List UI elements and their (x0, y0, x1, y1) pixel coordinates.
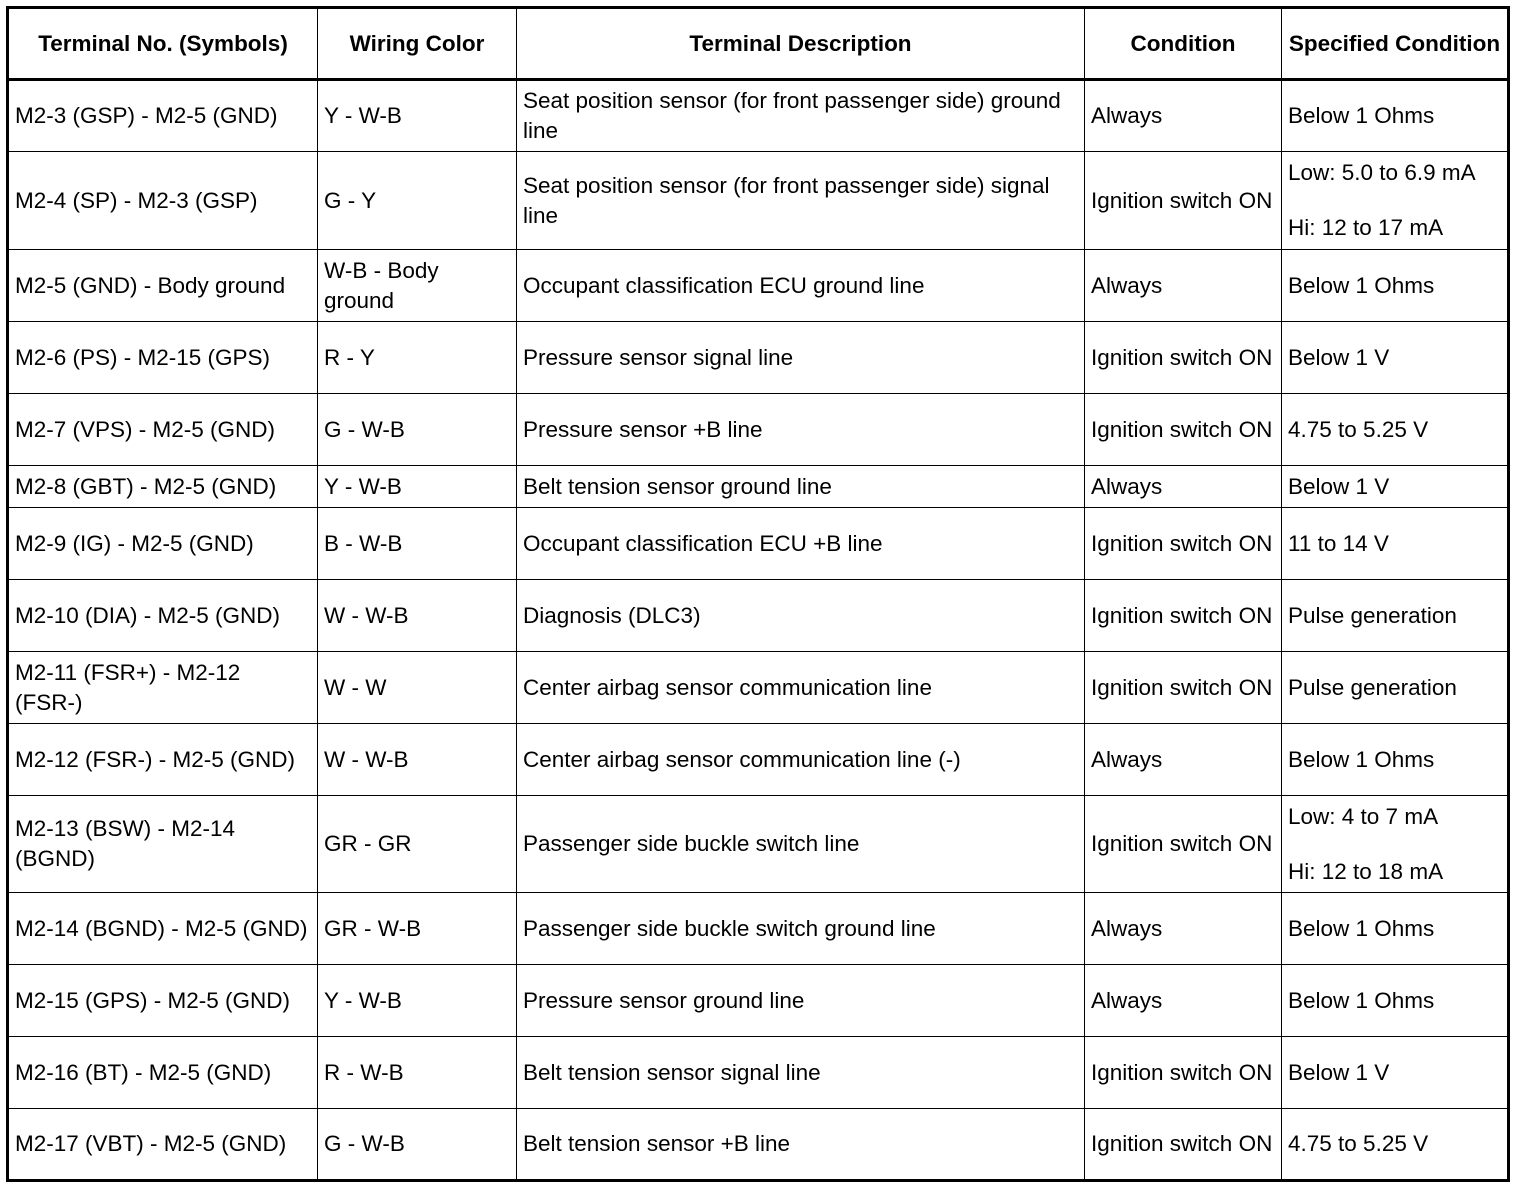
header-condition: Condition (1085, 8, 1282, 80)
cell-wiring-color: W-B - Body ground (318, 250, 517, 322)
table-row (8, 394, 1509, 466)
cell-specified-condition (1282, 580, 1509, 652)
cell-specified-condition (1282, 893, 1509, 965)
cell-wiring-color: GR - GR (318, 796, 517, 893)
cell-terminal: M2-8 (GBT) - M2-5 (GND) (8, 466, 318, 508)
cell-terminal-description: Belt tension sensor +B line (517, 1109, 1085, 1181)
cell-terminal: M2-6 (PS) - M2-15 (GPS) (8, 322, 318, 394)
cell-terminal-description: Occupant classification ECU ground line (517, 250, 1085, 322)
header-row (8, 8, 1509, 80)
cell-wiring-color: G - Y (318, 152, 517, 250)
header-terminal-description: Terminal Description (517, 8, 1085, 80)
table-row (8, 152, 1509, 250)
specified-value: Hi: 12 to 18 mA (1288, 858, 1444, 884)
cell-terminal-description: Center airbag sensor communication line (517, 652, 1085, 724)
table-row (8, 466, 1509, 508)
cell-wiring-color: GR - W-B (318, 893, 517, 965)
table-row (8, 1109, 1509, 1181)
cell-terminal-description: Pressure sensor +B line (517, 394, 1085, 466)
specified-value: Low: 5.0 to 6.9 mA (1288, 160, 1476, 185)
cell-terminal: M2-5 (GND) - Body ground (8, 250, 318, 322)
cell-wiring-color: W - W (318, 652, 517, 724)
cell-terminal-description: Diagnosis (DLC3) (517, 580, 1085, 652)
cell-wiring-color: R - W-B (318, 1037, 517, 1109)
cell-condition: Always (1085, 965, 1282, 1037)
cell-terminal-description: Belt tension sensor signal line (517, 1037, 1085, 1109)
table-row (8, 322, 1509, 394)
header-terminal: Terminal No. (Symbols) (8, 8, 318, 80)
cell-terminal-description: Passenger side buckle switch line (517, 796, 1085, 893)
cell-terminal: M2-16 (BT) - M2-5 (GND) (8, 1037, 318, 1109)
table-row (8, 580, 1509, 652)
cell-specified-condition (1282, 508, 1509, 580)
header-wiring-color: Wiring Color (318, 8, 517, 80)
cell-specified-condition (1282, 394, 1509, 466)
cell-specified-condition (1282, 250, 1509, 322)
cell-specified-condition (1282, 466, 1509, 508)
cell-terminal-description: Seat position sensor (for front passenger side) ground line (517, 80, 1085, 152)
cell-terminal-description: Pressure sensor signal line (517, 322, 1085, 394)
cell-specified-condition (1282, 152, 1509, 250)
table-row (8, 965, 1509, 1037)
table-row (8, 796, 1509, 893)
table-row (8, 250, 1509, 322)
cell-terminal-description: Pressure sensor ground line (517, 965, 1085, 1037)
specified-value: Hi: 12 to 17 mA (1288, 215, 1444, 240)
cell-specified-condition (1282, 652, 1509, 724)
cell-specified-condition (1282, 80, 1509, 152)
cell-condition: Ignition switch ON (1085, 322, 1282, 394)
cell-condition: Ignition switch ON (1085, 1109, 1282, 1181)
specified-value: Below 1 Ohms (1288, 987, 1435, 1013)
cell-wiring-color: W - W-B (318, 724, 517, 796)
cell-condition: Always (1085, 80, 1282, 152)
cell-wiring-color: G - W-B (318, 394, 517, 466)
cell-wiring-color: R - Y (318, 322, 517, 394)
specified-value: Pulse generation (1288, 674, 1457, 700)
specified-value: Pulse generation (1288, 602, 1457, 628)
cell-wiring-color: G - W-B (318, 1109, 517, 1181)
cell-terminal: M2-4 (SP) - M2-3 (GSP) (8, 152, 318, 250)
table-row (8, 652, 1509, 724)
cell-specified-condition (1282, 796, 1509, 893)
table-row (8, 893, 1509, 965)
cell-wiring-color: W - W-B (318, 580, 517, 652)
specified-value: 4.75 to 5.25 V (1288, 1131, 1429, 1156)
table-row (8, 724, 1509, 796)
specified-value: Below 1 Ohms (1288, 915, 1435, 941)
cell-wiring-color: Y - W-B (318, 466, 517, 508)
cell-terminal: M2-17 (VBT) - M2-5 (GND) (8, 1109, 318, 1181)
specified-value: Below 1 V (1288, 344, 1390, 370)
cell-terminal-description: Center airbag sensor communication line (-) (517, 724, 1085, 796)
cell-condition: Ignition switch ON (1085, 652, 1282, 724)
specified-value: 4.75 to 5.25 V (1288, 416, 1429, 442)
cell-terminal: M2-12 (FSR-) - M2-5 (GND) (8, 724, 318, 796)
cell-specified-condition (1282, 322, 1509, 394)
cell-terminal: M2-7 (VPS) - M2-5 (GND) (8, 394, 318, 466)
table-row (8, 508, 1509, 580)
table-header (8, 8, 1509, 80)
table-row (8, 80, 1509, 152)
cell-terminal: M2-9 (IG) - M2-5 (GND) (8, 508, 318, 580)
cell-terminal: M2-15 (GPS) - M2-5 (GND) (8, 965, 318, 1037)
cell-condition: Ignition switch ON (1085, 394, 1282, 466)
cell-terminal-description: Belt tension sensor ground line (517, 466, 1085, 508)
specified-value: Below 1 Ohms (1288, 272, 1435, 298)
specified-value: 11 to 14 V (1288, 530, 1389, 556)
cell-wiring-color: Y - W-B (318, 80, 517, 152)
cell-condition: Always (1085, 250, 1282, 322)
cell-wiring-color: Y - W-B (318, 965, 517, 1037)
cell-terminal: M2-13 (BSW) - M2-14 (BGND) (8, 796, 318, 893)
cell-condition: Always (1085, 724, 1282, 796)
cell-specified-condition (1282, 965, 1509, 1037)
terminal-spec-table (6, 6, 1510, 1182)
cell-terminal: M2-14 (BGND) - M2-5 (GND) (8, 893, 318, 965)
cell-condition: Ignition switch ON (1085, 1037, 1282, 1109)
cell-terminal-description: Passenger side buckle switch ground line (517, 893, 1085, 965)
cell-condition: Always (1085, 893, 1282, 965)
cell-condition: Ignition switch ON (1085, 580, 1282, 652)
cell-condition: Ignition switch ON (1085, 796, 1282, 893)
header-specified-condition: Specified Condition (1282, 8, 1509, 80)
cell-terminal-description: Occupant classification ECU +B line (517, 508, 1085, 580)
cell-wiring-color: B - W-B (318, 508, 517, 580)
cell-terminal: M2-10 (DIA) - M2-5 (GND) (8, 580, 318, 652)
cell-condition: Ignition switch ON (1085, 508, 1282, 580)
cell-specified-condition (1282, 1109, 1509, 1181)
specified-value: Low: 4 to 7 mA (1288, 803, 1439, 829)
cell-specified-condition (1282, 724, 1509, 796)
table-row (8, 1037, 1509, 1109)
specified-value: Below 1 V (1288, 1059, 1390, 1085)
cell-terminal: M2-3 (GSP) - M2-5 (GND) (8, 80, 318, 152)
cell-specified-condition (1282, 1037, 1509, 1109)
table-body (8, 80, 1509, 1181)
cell-terminal-description: Seat position sensor (for front passenger side) signal line (517, 152, 1085, 250)
specified-value: Below 1 Ohms (1288, 746, 1435, 772)
specified-value: Below 1 V (1288, 473, 1390, 499)
cell-terminal: M2-11 (FSR+) - M2-12 (FSR-) (8, 652, 318, 724)
specified-value: Below 1 Ohms (1288, 103, 1435, 128)
cell-condition: Ignition switch ON (1085, 152, 1282, 250)
cell-condition: Always (1085, 466, 1282, 508)
